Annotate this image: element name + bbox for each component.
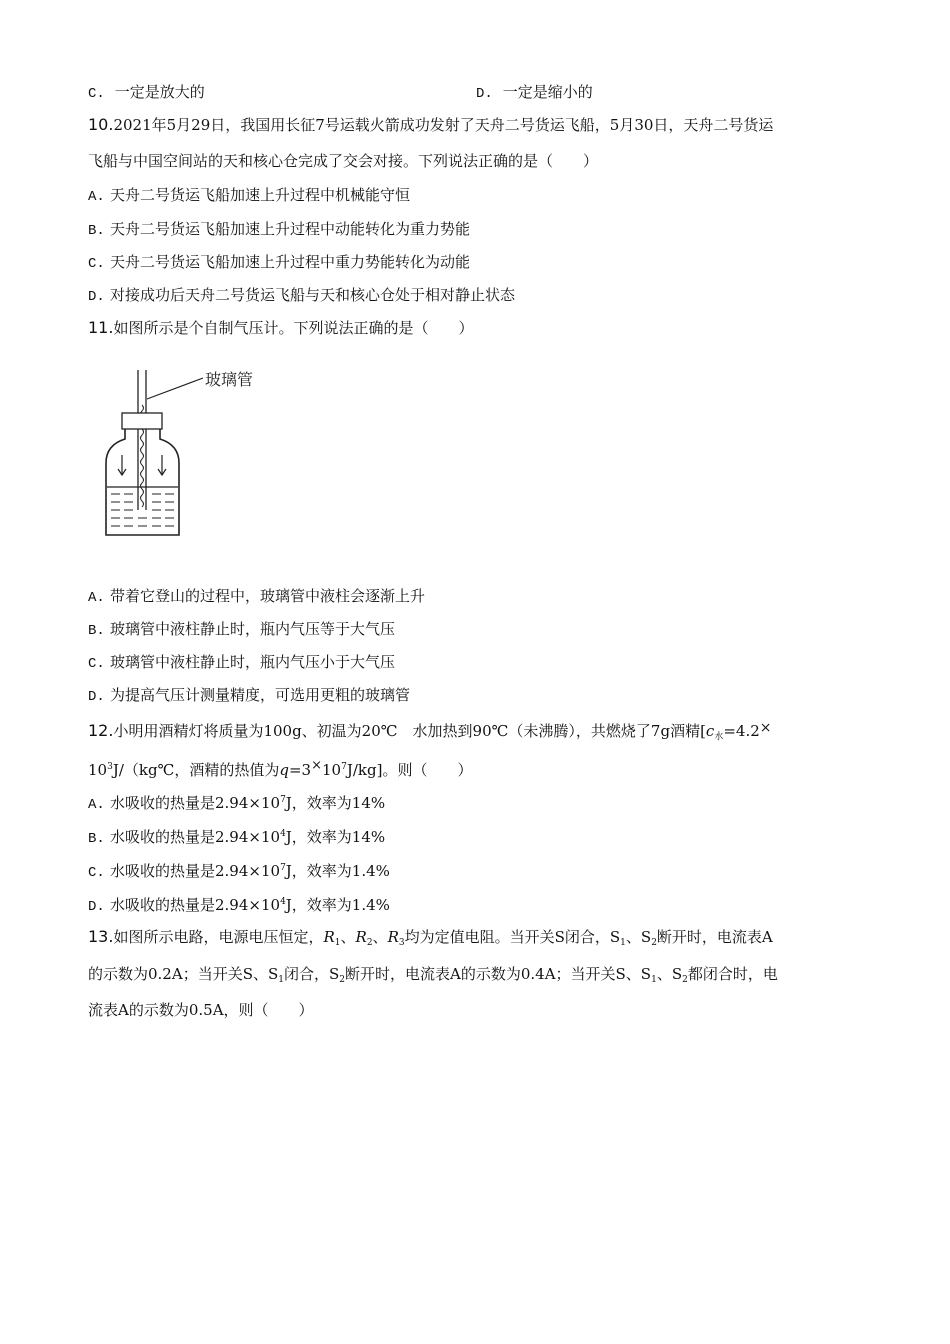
option-label: A. (88, 590, 105, 606)
option-text: 天舟二号货运飞船加速上升过程中机械能守恒 (110, 186, 411, 204)
times-sign: × (311, 758, 323, 773)
q13-stem-line1 (88, 927, 773, 953)
exponent: 7 (280, 863, 286, 873)
question-text: 都闭合时，电 (687, 965, 778, 983)
option-label: D. (88, 689, 105, 705)
question-text: 断开时，电流表A的示数为0.4A；当开关S、S (345, 965, 652, 983)
exponent: 3 (107, 762, 113, 772)
separator: 、 (656, 965, 672, 983)
resistor-symbol: R (323, 928, 335, 946)
option-label: B. (88, 623, 105, 639)
pressure-arrow-left (118, 455, 126, 475)
subscript: 2 (339, 975, 345, 985)
option-label: C. (88, 865, 105, 881)
subscript: 1 (651, 975, 657, 985)
q12-stem-line1 (88, 718, 772, 747)
option-text: 为提高气压计测量精度，可选用更粗的玻璃管 (110, 686, 411, 704)
q10-stem-line2: 飞船与中国空间站的天和核心仓完成了交会对接。下列说法正确的是（ ） (88, 152, 599, 170)
question-number: 13. (88, 927, 114, 946)
option-label: D. (88, 289, 105, 305)
subscript: 1 (334, 938, 341, 948)
label-leader-line (147, 378, 203, 399)
q10-option-b (88, 219, 470, 241)
subscript: 1 (620, 938, 626, 948)
question-text: 如图所示是个自制气压计。下列说法正确的是（ ） (113, 319, 474, 337)
resistor-symbol: R (387, 928, 399, 946)
option-text: 一定是缩小的 (502, 83, 593, 101)
question-text: 闭合，S (283, 965, 340, 983)
q11-option-c (88, 652, 395, 674)
exponent: 7 (280, 795, 286, 805)
option-label: B. (88, 831, 105, 847)
q10-option-d (88, 285, 515, 307)
option-label: B. (88, 223, 105, 239)
separator: 、 (625, 928, 641, 946)
option-text: 一定是放大的 (114, 83, 205, 101)
resistor-symbol: R (355, 928, 367, 946)
option-text: 水吸收的热量是2.94×10 (110, 862, 281, 880)
option-text: J，效率为1.4% (285, 896, 390, 914)
question-text: 均为定值电阻。当开关S闭合，S (404, 928, 621, 946)
question-text: =3 (288, 761, 312, 779)
subscript: 3 (398, 938, 405, 948)
power-base: 10 (322, 761, 342, 779)
q13-stem-line3: 流表A的示数为0.5A，则（ ） (88, 1001, 314, 1019)
question-text: 的示数为0.2A；当开关S、S (88, 965, 279, 983)
subscript-water: 水 (714, 732, 724, 742)
question-number: 11. (88, 318, 114, 337)
q12-option-b (88, 824, 385, 849)
question-text: =4.2 (723, 722, 760, 740)
separator: 、 (372, 928, 388, 946)
barometer-figure (100, 365, 270, 540)
option-text: 对接成功后天舟二号货运飞船与天和核心仓处于相对静止状态 (110, 286, 516, 304)
exponent: 4 (280, 829, 286, 839)
subscript: 1 (278, 975, 284, 985)
exponent: 4 (280, 897, 286, 907)
q10-option-c (88, 252, 470, 274)
water-dashes (111, 494, 174, 526)
option-label: D. (88, 899, 105, 915)
option-text: 水吸收的热量是2.94×10 (110, 794, 281, 812)
bottle-stopper (122, 413, 162, 429)
question-text: J/（kg℃，酒精的热值为 (112, 761, 280, 779)
power-base: 10 (88, 761, 108, 779)
option-text: 天舟二号货运飞船加速上升过程中动能转化为重力势能 (110, 220, 471, 238)
option-text: 玻璃管中液柱静止时，瓶内气压小于大气压 (110, 653, 396, 671)
exponent: 7 (341, 762, 347, 772)
option-text: 水吸收的热量是2.94×10 (110, 828, 281, 846)
specific-heat-symbol: c (705, 722, 715, 740)
q12-option-d (88, 892, 390, 917)
q11-option-a (88, 586, 425, 608)
option-label: A. (88, 189, 105, 205)
option-text: J，效率为1.4% (285, 862, 390, 880)
question-number: 10. (88, 115, 114, 134)
option-text: 带着它登山的过程中，玻璃管中液柱会逐渐上升 (110, 587, 426, 605)
q10-stem-line1 (88, 115, 773, 135)
times-sign: × (759, 720, 772, 736)
subscript: 2 (651, 938, 657, 948)
q10-option-a (88, 185, 410, 207)
option-label: C. (88, 86, 105, 102)
subscript: 2 (366, 938, 373, 948)
option-text: J，效率为14% (285, 828, 386, 846)
option-text: 天舟二号货运飞船加速上升过程中重力势能转化为动能 (110, 253, 471, 271)
question-text: 小明用酒精灯将质量为100g、初温为20℃ 水加热到90℃（未沸腾），共燃烧了7g酒精[ (113, 722, 706, 740)
q12-option-c (88, 858, 390, 883)
option-text: 水吸收的热量是2.94×10 (110, 896, 281, 914)
q9-option-c (88, 82, 205, 104)
figure-label-glass-tube: 玻璃管 (205, 370, 254, 389)
q11-option-b (88, 619, 395, 641)
q12-stem-line2 (88, 756, 472, 780)
option-text: J，效率为14% (285, 794, 386, 812)
question-text: J/kg]。则（ ） (346, 761, 473, 779)
q12-option-a (88, 790, 385, 815)
switch-symbol: S (640, 928, 652, 946)
heat-value-symbol: q (279, 761, 289, 779)
option-label: C. (88, 656, 105, 672)
option-label: D. (476, 86, 493, 102)
q13-stem-line2 (88, 964, 778, 990)
question-text: 2021年5月29日，我国用长征7号运载火箭成功发射了天舟二号货运飞船，5月30日，天舟二号货运 (113, 116, 774, 134)
question-text: 如图所示电路，电源电压恒定， (113, 928, 324, 946)
question-text: 断开时，电流表A (656, 928, 773, 946)
subscript: 2 (682, 975, 688, 985)
option-label: C. (88, 256, 105, 272)
switch-symbol: S (671, 965, 683, 983)
q11-option-d (88, 685, 410, 707)
option-label: A. (88, 797, 105, 813)
question-number: 12. (88, 721, 114, 740)
pressure-arrow-right (158, 455, 166, 475)
q9-option-d (476, 82, 593, 104)
option-text: 玻璃管中液柱静止时，瓶内气压等于大气压 (110, 620, 396, 638)
separator: 、 (340, 928, 356, 946)
q11-stem (88, 318, 473, 338)
